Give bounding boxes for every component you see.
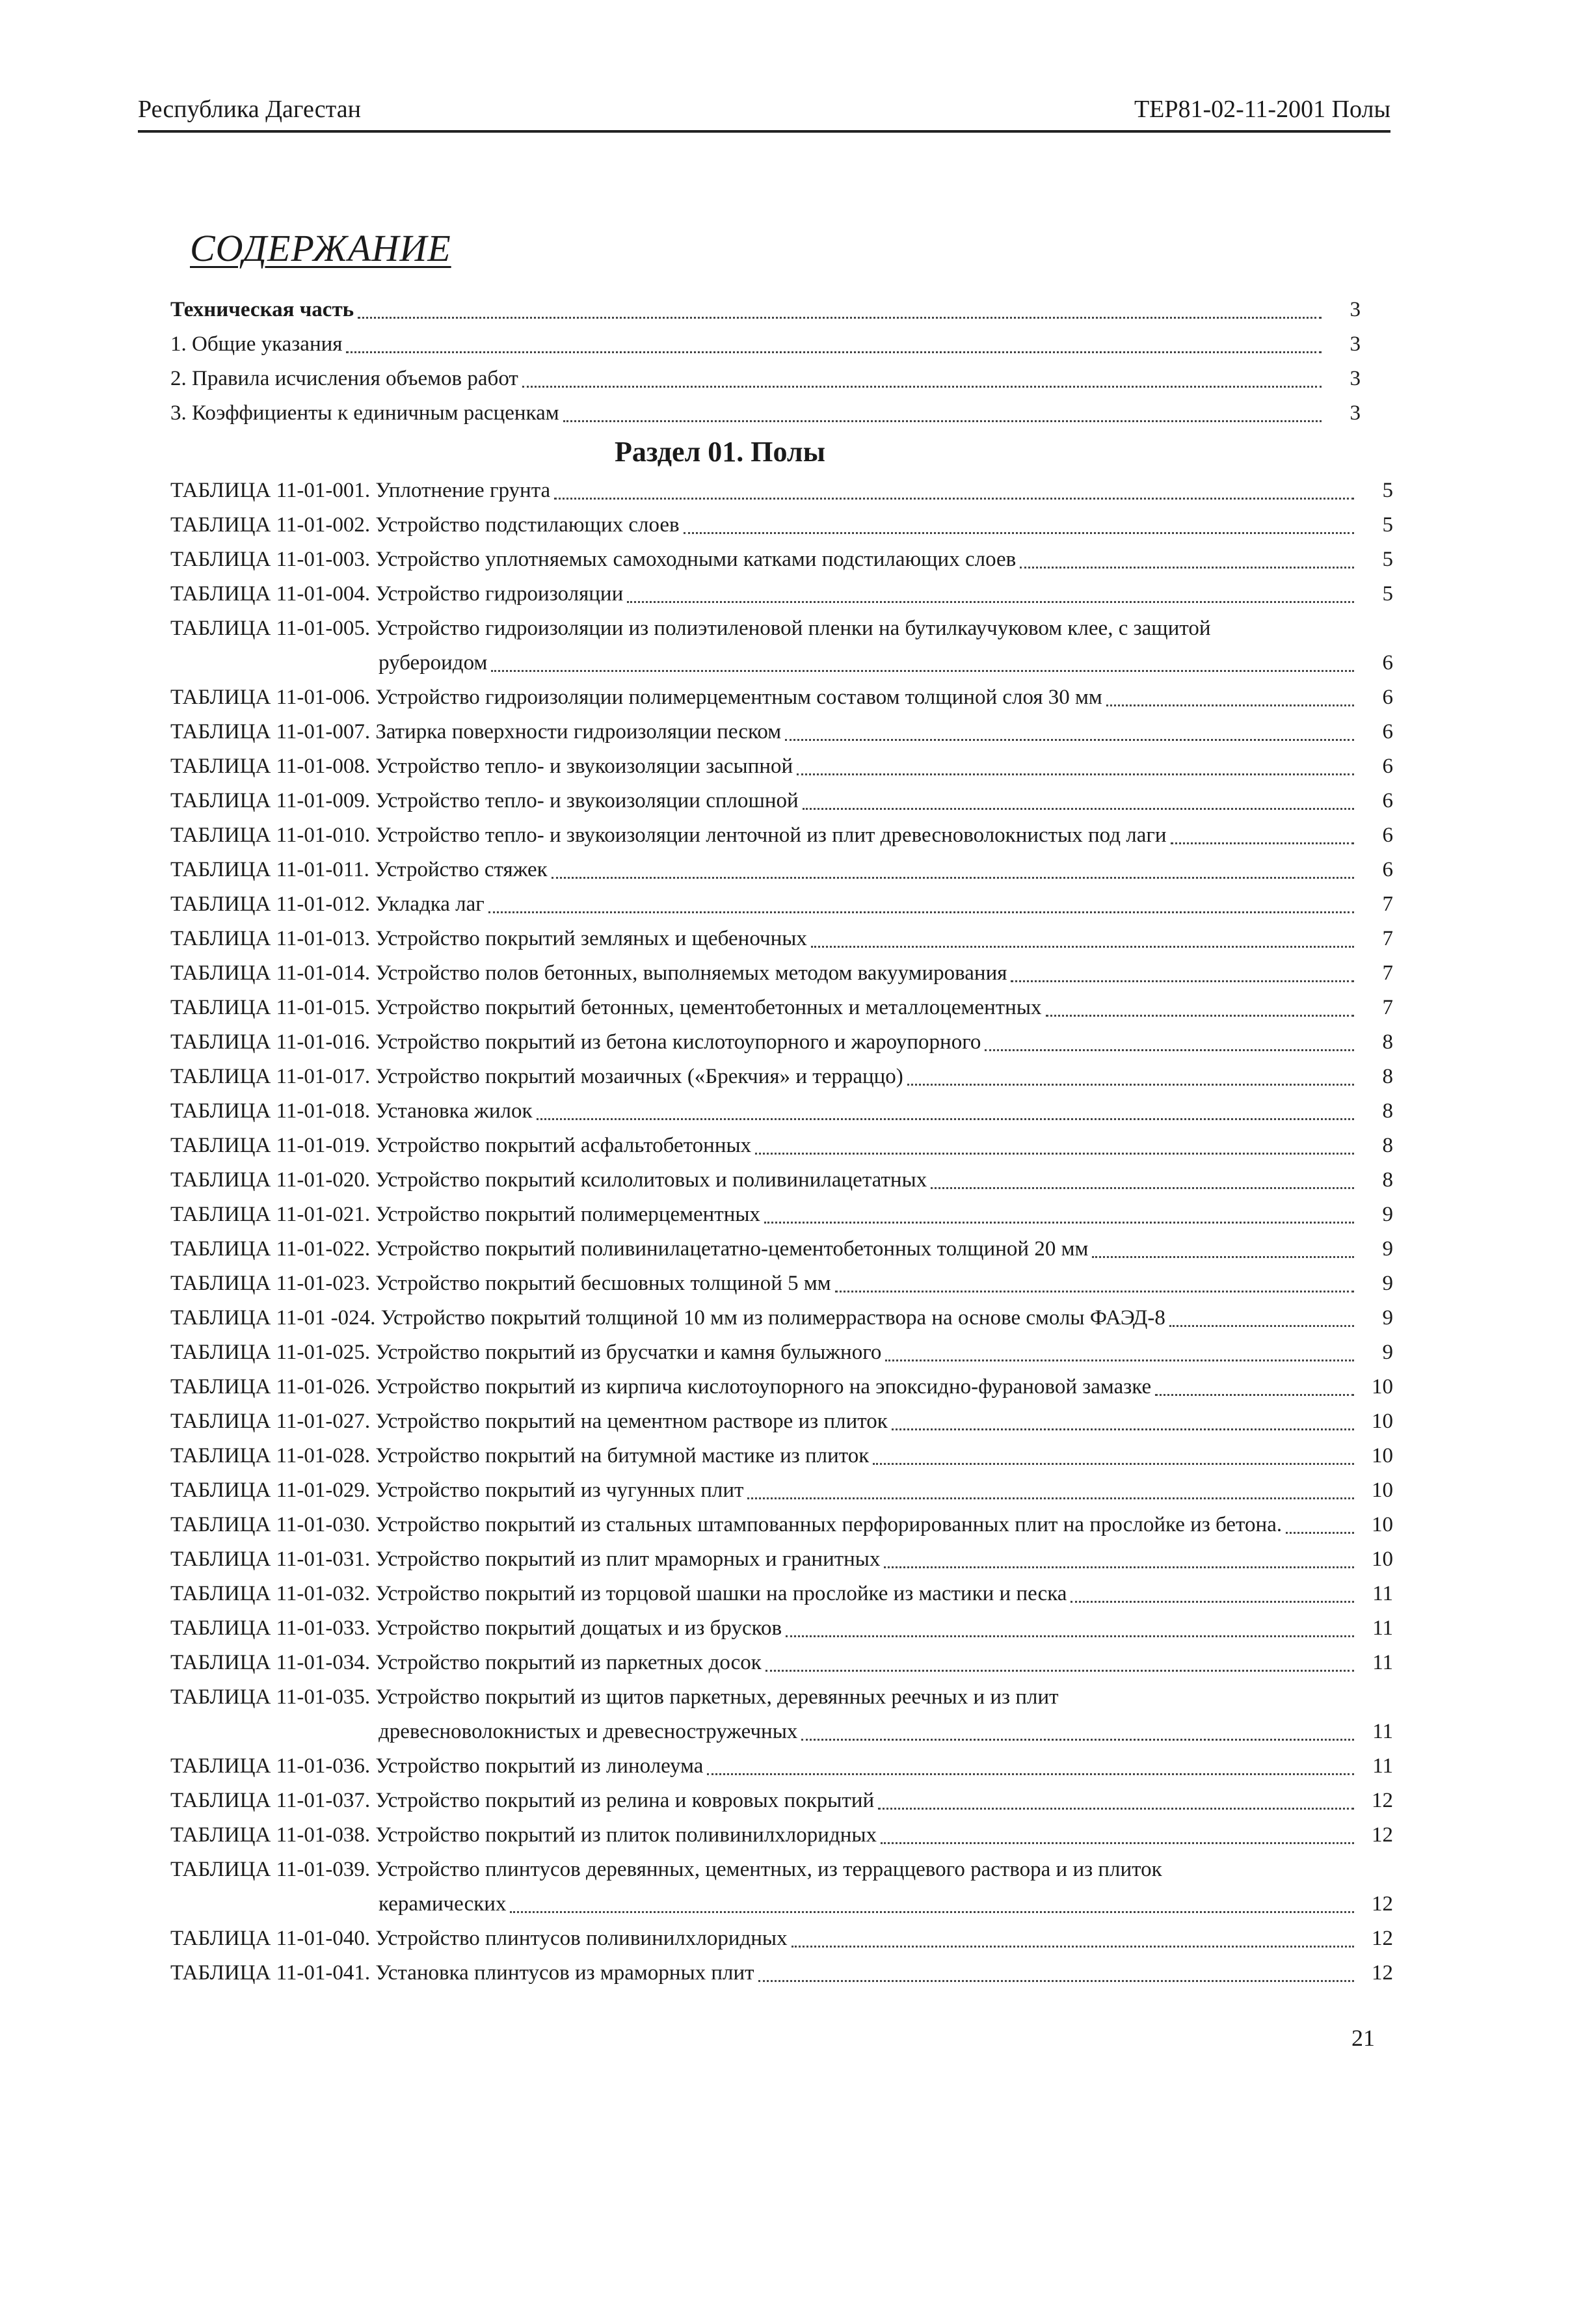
toc-entry bbox=[170, 1956, 1393, 1990]
toc-entry-label: ТАБЛИЦА 11-01-016. Устройство покрытий из бетона кислотоупорного и жароупорного bbox=[170, 1030, 981, 1054]
dot-leader bbox=[797, 773, 1354, 775]
dot-leader bbox=[358, 317, 1322, 319]
toc-entry-label: ТАБЛИЦА 11-01-007. Затирка поверхности гидроизоляции песком bbox=[170, 720, 782, 743]
toc-entry-label: ТАБЛИЦА 11-01-029. Устройство покрытий из чугунных плит bbox=[170, 1479, 744, 1502]
toc-entry-label: ТАБЛИЦА 11-01-041. Установка плинтусов из мраморных плит bbox=[170, 1961, 754, 1985]
toc-entry-label: 1. Общие указания bbox=[170, 332, 343, 356]
toc-entry bbox=[170, 749, 1393, 784]
toc-entry-page: 6 bbox=[1382, 651, 1393, 675]
toc-entry-page: 3 bbox=[1350, 401, 1361, 425]
dot-leader bbox=[552, 877, 1354, 879]
toc-entry-page: 10 bbox=[1372, 1375, 1393, 1399]
toc-entry-page: 8 bbox=[1382, 1099, 1393, 1123]
toc-entry-page: 7 bbox=[1382, 892, 1393, 916]
dot-leader bbox=[892, 1428, 1354, 1430]
toc-entry-page: 12 bbox=[1372, 1892, 1393, 1916]
dot-leader bbox=[627, 601, 1354, 603]
toc-entry bbox=[170, 1404, 1393, 1439]
toc-entry bbox=[170, 1266, 1393, 1301]
toc-entry-page: 8 bbox=[1382, 1030, 1393, 1054]
dot-leader bbox=[985, 1049, 1354, 1051]
toc-entry-label: ТАБЛИЦА 11-01-028. Устройство покрытий на битумной мастике из плиток bbox=[170, 1444, 870, 1467]
toc-entry-label: ТАБЛИЦА 11-01 -024. Устройство покрытий толщиной 10 мм из полимерраствора на основе смолы ФАЭД-8 bbox=[170, 1306, 1165, 1330]
dot-leader bbox=[684, 532, 1354, 534]
toc-entry-page: 8 bbox=[1382, 1168, 1393, 1192]
toc-entry-page: 7 bbox=[1382, 996, 1393, 1019]
dot-leader bbox=[1155, 1394, 1354, 1396]
toc-entry-label: ТАБЛИЦА 11-01-006. Устройство гидроизоляции полимерцементным составом толщиной слоя 30 мм bbox=[170, 686, 1102, 709]
toc-entry-page: 9 bbox=[1382, 1306, 1393, 1330]
toc-entry bbox=[170, 396, 1361, 431]
dot-leader bbox=[765, 1670, 1354, 1672]
dot-leader bbox=[791, 1946, 1354, 1948]
dot-leader bbox=[758, 1980, 1354, 1982]
dot-leader bbox=[707, 1773, 1354, 1775]
dot-leader bbox=[835, 1291, 1354, 1292]
toc-entry bbox=[170, 1060, 1393, 1094]
page-number: 21 bbox=[1351, 2025, 1375, 2051]
toc-entry bbox=[170, 1646, 1393, 1680]
dot-leader bbox=[1092, 1256, 1354, 1258]
toc-entry-page: 12 bbox=[1372, 1789, 1393, 1812]
toc-entry-page: 10 bbox=[1372, 1444, 1393, 1467]
dot-leader bbox=[1106, 704, 1354, 706]
toc-entry bbox=[170, 577, 1393, 611]
toc-entry-page: 10 bbox=[1372, 1513, 1393, 1536]
toc-entry bbox=[170, 474, 1393, 508]
technical-part-list bbox=[170, 293, 1393, 431]
toc-entry-page: 5 bbox=[1382, 479, 1393, 502]
toc-entry bbox=[170, 1611, 1393, 1646]
toc-entry-label: ТАБЛИЦА 11-01-034. Устройство покрытий из паркетных досок bbox=[170, 1651, 762, 1674]
toc-entry bbox=[170, 680, 1393, 715]
toc-entry bbox=[170, 1370, 1393, 1404]
section-heading: Раздел 01. Полы bbox=[615, 436, 825, 468]
toc-entry-label: рубероидом bbox=[379, 651, 488, 675]
toc-entry-page: 8 bbox=[1382, 1065, 1393, 1088]
dot-leader bbox=[764, 1222, 1354, 1224]
toc-entry-label: ТАБЛИЦА 11-01-027. Устройство покрытий на цементном растворе из плиток bbox=[170, 1410, 888, 1433]
toc-entry-label: ТАБЛИЦА 11-01-012. Укладка лаг bbox=[170, 892, 485, 916]
toc-entry-page: 7 bbox=[1382, 961, 1393, 985]
toc-entry-page: 11 bbox=[1372, 1616, 1393, 1640]
dot-leader bbox=[537, 1118, 1354, 1120]
dot-leader bbox=[747, 1497, 1354, 1499]
toc-entry-label: ТАБЛИЦА 11-01-009. Устройство тепло- и звукоизоляции сплошной bbox=[170, 789, 799, 812]
dot-leader bbox=[1046, 1015, 1355, 1017]
dot-leader bbox=[801, 1739, 1354, 1741]
toc-entry-label: 3. Коэффициенты к единичным расценкам bbox=[170, 401, 559, 425]
toc-entry-label: ТАБЛИЦА 11-01-038. Устройство покрытий из плиток поливинилхлоридных bbox=[170, 1823, 877, 1847]
dot-leader bbox=[873, 1463, 1354, 1465]
toc-entry bbox=[170, 991, 1393, 1025]
dot-leader bbox=[885, 1359, 1354, 1361]
toc-entry-page: 5 bbox=[1382, 582, 1393, 606]
toc-entry bbox=[170, 887, 1393, 922]
toc-entry-page: 11 bbox=[1372, 1754, 1393, 1778]
toc-entry-page: 5 bbox=[1382, 513, 1393, 537]
toc-entry-label: ТАБЛИЦА 11-01-017. Устройство покрытий мозаичных («Брекчия» и терраццо) bbox=[170, 1065, 903, 1088]
toc-entry-page: 11 bbox=[1372, 1720, 1393, 1743]
dot-leader bbox=[811, 946, 1354, 948]
toc-entry-page: 6 bbox=[1382, 720, 1393, 743]
toc-entry bbox=[170, 922, 1393, 956]
section-entries-list bbox=[170, 474, 1393, 1990]
toc-entry-label: ТАБЛИЦА 11-01-040. Устройство плинтусов поливинилхлоридных bbox=[170, 1927, 788, 1950]
toc-entry-page: 3 bbox=[1350, 298, 1361, 321]
toc-entry-label: ТАБЛИЦА 11-01-008. Устройство тепло- и звукоизоляции засыпной bbox=[170, 755, 793, 778]
toc-entry bbox=[170, 956, 1393, 991]
toc-entry bbox=[170, 818, 1393, 853]
toc-entry-page: 9 bbox=[1382, 1203, 1393, 1226]
toc-entry bbox=[170, 853, 1393, 887]
dot-leader bbox=[1020, 567, 1354, 569]
toc-entry-label: ТАБЛИЦА 11-01-014. Устройство полов бетонных, выполняемых методом вакуумирования bbox=[170, 961, 1007, 985]
toc-entry-label: ТАБЛИЦА 11-01-031. Устройство покрытий из плит мраморных и гранитных bbox=[170, 1547, 881, 1571]
toc-entry bbox=[170, 1198, 1393, 1232]
toc-entry-label: ТАБЛИЦА 11-01-013. Устройство покрытий земляных и щебеночных bbox=[170, 927, 807, 950]
toc-entry-page: 12 bbox=[1372, 1823, 1393, 1847]
toc-entry-label: ТАБЛИЦА 11-01-025. Устройство покрытий из брусчатки и камня булыжного bbox=[170, 1341, 882, 1364]
dot-leader bbox=[884, 1566, 1354, 1568]
dot-leader bbox=[1169, 1325, 1354, 1327]
toc-entry bbox=[170, 1301, 1393, 1335]
toc-entry-label: ТАБЛИЦА 11-01-018. Установка жилок bbox=[170, 1099, 533, 1123]
toc-entry-page: 8 bbox=[1382, 1134, 1393, 1157]
toc-entry bbox=[170, 1335, 1393, 1370]
dot-leader bbox=[1286, 1532, 1354, 1534]
toc-entry-continuation bbox=[170, 646, 1393, 680]
dot-leader bbox=[554, 498, 1354, 500]
toc-entry-page: 6 bbox=[1382, 858, 1393, 881]
toc-entry-label: ТАБЛИЦА 11-01-033. Устройство покрытий дощатых и из брусков bbox=[170, 1616, 782, 1640]
toc-entry bbox=[170, 1853, 1393, 1887]
table-of-contents bbox=[170, 293, 1393, 1990]
toc-entry bbox=[170, 1784, 1393, 1818]
toc-entry bbox=[170, 293, 1361, 327]
dot-leader bbox=[785, 739, 1354, 741]
dot-leader bbox=[881, 1842, 1354, 1844]
toc-entry-label: ТАБЛИЦА 11-01-011. Устройство стяжек bbox=[170, 858, 548, 881]
toc-entry-page: 9 bbox=[1382, 1341, 1393, 1364]
toc-entry-page: 12 bbox=[1372, 1961, 1393, 1985]
toc-entry-continuation bbox=[170, 1715, 1393, 1749]
dot-leader bbox=[1071, 1601, 1354, 1603]
toc-entry-label: ТАБЛИЦА 11-01-035. Устройство покрытий из щитов паркетных, деревянных реечных и из плит bbox=[170, 1685, 1059, 1709]
toc-entry bbox=[170, 1094, 1393, 1129]
toc-entry-label: ТАБЛИЦА 11-01-002. Устройство подстилающих слоев bbox=[170, 513, 680, 537]
dot-leader bbox=[510, 1911, 1354, 1913]
toc-entry bbox=[170, 1025, 1393, 1060]
toc-entry-page: 11 bbox=[1372, 1651, 1393, 1674]
toc-entry-label: ТАБЛИЦА 11-01-004. Устройство гидроизоляции bbox=[170, 582, 624, 606]
toc-entry-label: Техническая часть bbox=[170, 298, 354, 321]
toc-entry bbox=[170, 784, 1393, 818]
dot-leader bbox=[786, 1635, 1354, 1637]
toc-entry bbox=[170, 1922, 1393, 1956]
dot-leader bbox=[346, 351, 1322, 353]
toc-entry-label: ТАБЛИЦА 11-01-005. Устройство гидроизоляции из полиэтиленовой пленки на бутилкаучуковом клее, с защитой bbox=[170, 617, 1211, 640]
toc-entry-page: 9 bbox=[1382, 1237, 1393, 1261]
toc-entry-page: 7 bbox=[1382, 927, 1393, 950]
dot-leader bbox=[491, 670, 1354, 672]
toc-entry-page: 3 bbox=[1350, 367, 1361, 390]
dot-leader bbox=[878, 1808, 1354, 1810]
toc-entry bbox=[170, 1577, 1393, 1611]
toc-entry-label: ТАБЛИЦА 11-01-010. Устройство тепло- и звукоизоляции ленточной из плит древесноволокнистых под лаги bbox=[170, 824, 1167, 847]
toc-entry bbox=[170, 715, 1393, 749]
toc-entry-label: керамических bbox=[379, 1892, 507, 1916]
toc-entry bbox=[170, 1473, 1393, 1508]
toc-entry bbox=[170, 1818, 1393, 1853]
toc-entry-label: ТАБЛИЦА 11-01-022. Устройство покрытий поливинилацетатно-цементобетонных толщиной 20 мм bbox=[170, 1237, 1089, 1261]
toc-entry-label: ТАБЛИЦА 11-01-001. Уплотнение грунта bbox=[170, 479, 551, 502]
dot-leader bbox=[755, 1153, 1354, 1155]
toc-entry-continuation bbox=[170, 1887, 1393, 1922]
toc-entry-page: 6 bbox=[1382, 824, 1393, 847]
toc-entry bbox=[170, 1163, 1393, 1198]
toc-entry-page: 10 bbox=[1372, 1547, 1393, 1571]
header-document-code: ТЕР81-02-11-2001 Полы bbox=[1134, 96, 1390, 123]
page-title: СОДЕРЖАНИЕ bbox=[190, 227, 451, 269]
toc-entry bbox=[170, 542, 1393, 577]
page-header bbox=[138, 91, 1390, 133]
toc-entry-page: 3 bbox=[1350, 332, 1361, 356]
toc-entry bbox=[170, 1129, 1393, 1163]
header-region: Республика Дагестан bbox=[138, 96, 361, 123]
toc-entry-label: ТАБЛИЦА 11-01-019. Устройство покрытий асфальтобетонных bbox=[170, 1134, 752, 1157]
toc-entry-page: 10 bbox=[1372, 1479, 1393, 1502]
dot-leader bbox=[907, 1084, 1354, 1086]
toc-entry bbox=[170, 1542, 1393, 1577]
toc-entry bbox=[170, 327, 1361, 362]
toc-entry-page: 9 bbox=[1382, 1272, 1393, 1295]
toc-entry-page: 6 bbox=[1382, 686, 1393, 709]
toc-entry-label: ТАБЛИЦА 11-01-023. Устройство покрытий бесшовных толщиной 5 мм bbox=[170, 1272, 831, 1295]
toc-entry bbox=[170, 508, 1393, 542]
toc-entry-label: ТАБЛИЦА 11-01-021. Устройство покрытий полимерцементных bbox=[170, 1203, 761, 1226]
toc-entry bbox=[170, 362, 1361, 396]
toc-entry-label: ТАБЛИЦА 11-01-030. Устройство покрытий из стальных штампованных перфорированных плит на прослойке из бетона. bbox=[170, 1513, 1283, 1536]
toc-entry-label: ТАБЛИЦА 11-01-032. Устройство покрытий из торцовой шашки на прослойке из мастики и песка bbox=[170, 1582, 1067, 1605]
toc-entry-label: ТАБЛИЦА 11-01-015. Устройство покрытий бетонных, цементобетонных и металлоцементных bbox=[170, 996, 1042, 1019]
dot-leader bbox=[931, 1187, 1354, 1189]
toc-entry-page: 10 bbox=[1372, 1410, 1393, 1433]
toc-entry-label: древесноволокнистых и древесностружечных bbox=[379, 1720, 798, 1743]
toc-entry bbox=[170, 611, 1393, 646]
toc-entry bbox=[170, 1232, 1393, 1266]
toc-entry-label: ТАБЛИЦА 11-01-020. Устройство покрытий ксилолитовых и поливинилацетатных bbox=[170, 1168, 927, 1192]
toc-entry bbox=[170, 1508, 1393, 1542]
toc-entry-label: ТАБЛИЦА 11-01-036. Устройство покрытий из линолеума bbox=[170, 1754, 704, 1778]
toc-entry bbox=[170, 1439, 1393, 1473]
dot-leader bbox=[488, 911, 1354, 913]
toc-entry-page: 12 bbox=[1372, 1927, 1393, 1950]
toc-entry-page: 6 bbox=[1382, 789, 1393, 812]
toc-entry-label: ТАБЛИЦА 11-01-026. Устройство покрытий из кирпича кислотоупорного на эпоксидно-фурановой замазке bbox=[170, 1375, 1152, 1399]
toc-entry bbox=[170, 1749, 1393, 1784]
toc-entry bbox=[170, 1680, 1393, 1715]
toc-entry-page: 5 bbox=[1382, 548, 1393, 571]
dot-leader bbox=[1171, 842, 1354, 844]
dot-leader bbox=[563, 420, 1322, 422]
dot-leader bbox=[522, 386, 1322, 388]
toc-entry-label: ТАБЛИЦА 11-01-037. Устройство покрытий из релина и ковровых покрытий bbox=[170, 1789, 875, 1812]
dot-leader bbox=[803, 808, 1354, 810]
toc-entry-label: ТАБЛИЦА 11-01-039. Устройство плинтусов деревянных, цементных, из терраццевого раствора и из плиток bbox=[170, 1858, 1162, 1881]
toc-entry-page: 11 bbox=[1372, 1582, 1393, 1605]
toc-entry-page: 6 bbox=[1382, 755, 1393, 778]
dot-leader bbox=[1011, 980, 1354, 982]
toc-entry-label: 2. Правила исчисления объемов работ bbox=[170, 367, 518, 390]
toc-entry-label: ТАБЛИЦА 11-01-003. Устройство уплотняемых самоходными катками подстилающих слоев bbox=[170, 548, 1017, 571]
